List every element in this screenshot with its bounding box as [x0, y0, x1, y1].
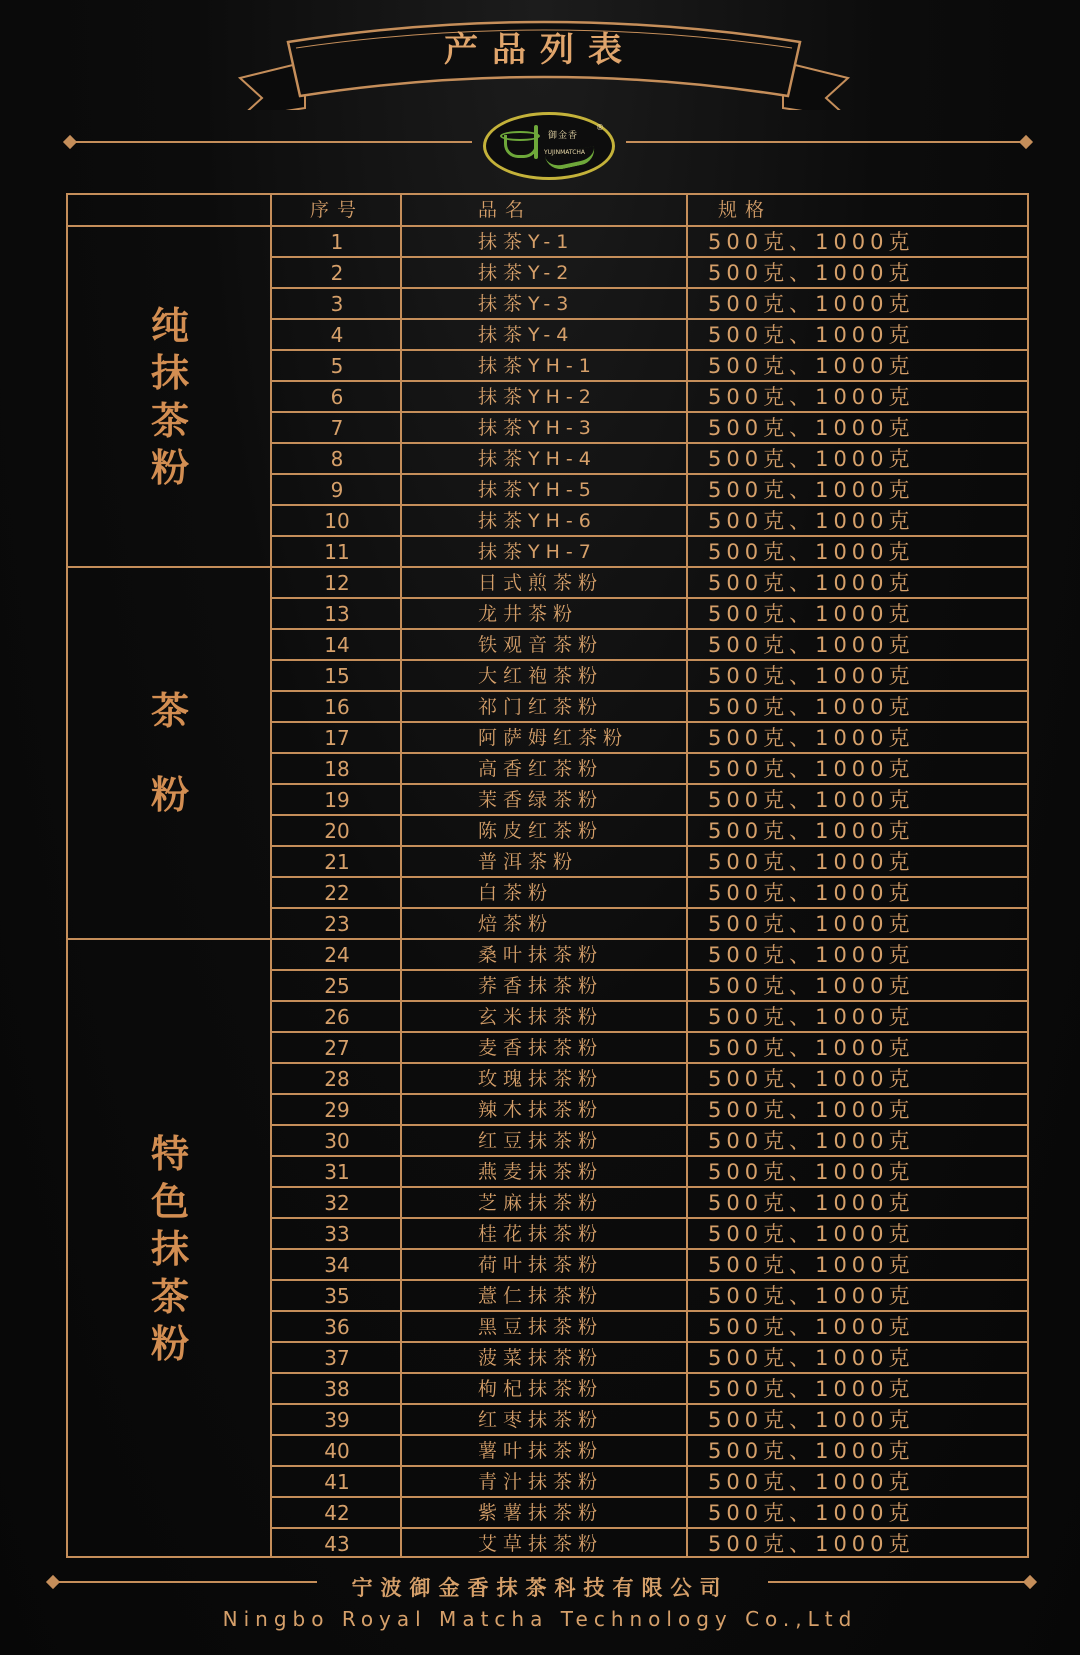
row-number: 26 [324, 1005, 350, 1029]
row-number: 3 [330, 292, 344, 316]
product-spec: 500克、1000克 [708, 509, 915, 533]
row-number: 23 [324, 912, 350, 936]
row-number: 34 [324, 1253, 350, 1277]
product-name: 薏仁抹茶粉 [478, 1285, 604, 1307]
product-spec: 500克、1000克 [708, 416, 915, 440]
row-number: 2 [330, 261, 344, 285]
product-spec: 500克、1000克 [708, 292, 915, 316]
row-number: 4 [330, 323, 344, 347]
product-spec: 500克、1000克 [708, 1005, 915, 1029]
product-spec: 500克、1000克 [708, 1377, 915, 1401]
row-number: 27 [324, 1036, 350, 1060]
product-name: 铁观音茶粉 [478, 634, 604, 656]
row-number: 16 [324, 695, 350, 719]
product-name: 芝麻抹茶粉 [478, 1192, 604, 1214]
row-number: 39 [324, 1408, 350, 1432]
row-number: 21 [324, 850, 350, 874]
row-number: 35 [324, 1284, 350, 1308]
product-name: 抹茶YH-6 [478, 510, 597, 532]
product-spec: 500克、1000克 [708, 1439, 915, 1463]
product-name: 黑豆抹茶粉 [478, 1316, 604, 1338]
row-number: 25 [324, 974, 350, 998]
product-spec: 500克、1000克 [708, 943, 915, 967]
category-label: 纯抹茶粉 [151, 303, 190, 490]
product-spec: 500克、1000克 [708, 354, 915, 378]
product-spec: 500克、1000克 [708, 478, 915, 502]
product-spec: 500克、1000克 [708, 1160, 915, 1184]
product-name: 荞香抹茶粉 [478, 975, 604, 997]
product-name: 玄米抹茶粉 [478, 1006, 604, 1028]
row-number: 30 [324, 1129, 350, 1153]
product-spec: 500克、1000克 [708, 1098, 915, 1122]
row-number: 19 [324, 788, 350, 812]
row-number: 41 [324, 1470, 350, 1494]
row-number: 28 [324, 1067, 350, 1091]
row-number: 29 [324, 1098, 350, 1122]
row-number: 38 [324, 1377, 350, 1401]
product-spec: 500克、1000克 [708, 323, 915, 347]
product-name: 抹茶YH-5 [478, 479, 597, 501]
row-number: 31 [324, 1160, 350, 1184]
row-number: 42 [324, 1501, 350, 1525]
product-name: 抹茶Y-3 [478, 293, 575, 315]
product-spec: 500克、1000克 [708, 881, 915, 905]
product-name: 祁门红茶粉 [478, 696, 604, 718]
product-name: 龙井茶粉 [478, 603, 579, 625]
product-spec: 500克、1000克 [708, 602, 915, 626]
product-name: 抹茶YH-1 [478, 355, 597, 377]
header-no: 序号 [309, 199, 364, 221]
row-number: 22 [324, 881, 350, 905]
product-spec: 500克、1000克 [708, 633, 915, 657]
product-spec: 500克、1000克 [708, 385, 915, 409]
product-name: 桑叶抹茶粉 [478, 944, 604, 966]
product-spec: 500克、1000克 [708, 850, 915, 874]
logo-en-text: YUJINMATCHA [544, 149, 586, 156]
product-spec: 500克、1000克 [708, 1284, 915, 1308]
row-number: 1 [330, 230, 344, 254]
product-spec: 500克、1000克 [708, 1067, 915, 1091]
product-name: 辣木抹茶粉 [478, 1099, 604, 1121]
row-number: 14 [324, 633, 350, 657]
tea-bowl-icon [504, 135, 538, 158]
product-name: 抹茶Y-4 [478, 324, 575, 346]
product-name: 荷叶抹茶粉 [478, 1254, 604, 1276]
product-spec: 500克、1000克 [708, 540, 915, 564]
top-divider-right [626, 141, 1026, 143]
product-name: 桂花抹茶粉 [478, 1223, 604, 1245]
product-name: 青汁抹茶粉 [478, 1471, 604, 1493]
row-number: 7 [330, 416, 344, 440]
product-spec: 500克、1000克 [708, 1222, 915, 1246]
brand-logo [483, 112, 615, 180]
row-number: 20 [324, 819, 350, 843]
header-spec: 规格 [718, 199, 773, 221]
product-name: 抹茶YH-2 [478, 386, 597, 408]
product-spec: 500克、1000克 [708, 974, 915, 998]
row-number: 36 [324, 1315, 350, 1339]
product-spec: 500克、1000克 [708, 1408, 915, 1432]
banner-title: 产品列表 [444, 30, 636, 70]
row-number: 8 [330, 447, 344, 471]
product-spec: 500克、1000克 [708, 726, 915, 750]
product-spec: 500克、1000克 [708, 1470, 915, 1494]
product-name: 普洱茶粉 [478, 851, 579, 873]
row-number: 33 [324, 1222, 350, 1246]
product-name: 抹茶YH-4 [478, 448, 597, 470]
category-label: 茶粉 [151, 689, 190, 817]
row-number: 6 [330, 385, 344, 409]
product-name: 枸杞抹茶粉 [478, 1378, 604, 1400]
product-name: 麦香抹茶粉 [478, 1037, 604, 1059]
row-number: 10 [324, 509, 350, 533]
product-spec: 500克、1000克 [708, 1532, 915, 1556]
product-name: 菠菜抹茶粉 [478, 1347, 604, 1369]
product-spec: 500克、1000克 [708, 1253, 915, 1277]
product-name: 抹茶YH-7 [478, 541, 597, 563]
product-spec: 500克、1000克 [708, 447, 915, 471]
product-name: 紫薯抹茶粉 [478, 1502, 604, 1524]
product-name: 大红袍茶粉 [478, 665, 604, 687]
product-spec: 500克、1000克 [708, 912, 915, 936]
product-spec: 500克、1000克 [708, 1129, 915, 1153]
row-number: 5 [330, 354, 344, 378]
product-name: 阿萨姆红茶粉 [478, 727, 629, 749]
company-name-cn: 宁波御金香抹茶科技有限公司 [351, 1576, 729, 1600]
product-spec: 500克、1000克 [708, 1191, 915, 1215]
product-name: 薯叶抹茶粉 [478, 1440, 604, 1462]
product-name: 玫瑰抹茶粉 [478, 1068, 604, 1090]
product-name: 焙茶粉 [478, 913, 554, 935]
product-name: 白茶粉 [478, 882, 554, 904]
product-spec: 500克、1000克 [708, 1346, 915, 1370]
product-name: 抹茶Y-2 [478, 262, 575, 284]
product-name: 抹茶Y-1 [478, 231, 575, 253]
row-number: 18 [324, 757, 350, 781]
product-name: 高香红茶粉 [478, 758, 604, 780]
top-divider-left [72, 141, 472, 143]
row-number: 37 [324, 1346, 350, 1370]
product-name: 日式煎茶粉 [478, 572, 604, 594]
header-name: 品名 [478, 199, 533, 221]
registered-mark: ® [596, 123, 604, 132]
product-spec: 500克、1000克 [708, 819, 915, 843]
product-table [66, 193, 1029, 1558]
row-number: 40 [324, 1439, 350, 1463]
product-spec: 500克、1000克 [708, 261, 915, 285]
product-spec: 500克、1000克 [708, 1315, 915, 1339]
product-spec: 500克、1000克 [708, 1501, 915, 1525]
whisk-icon [534, 125, 538, 159]
logo-cn-text: 御金香 [548, 131, 579, 141]
row-number: 17 [324, 726, 350, 750]
row-number: 12 [324, 571, 350, 595]
product-spec: 500克、1000克 [708, 664, 915, 688]
row-number: 24 [324, 943, 350, 967]
product-spec: 500克、1000克 [708, 571, 915, 595]
product-spec: 500克、1000克 [708, 788, 915, 812]
row-number: 11 [324, 540, 350, 564]
product-spec: 500克、1000克 [708, 695, 915, 719]
row-number: 13 [324, 602, 350, 626]
product-name: 抹茶YH-3 [478, 417, 597, 439]
category-label: 特色抹茶粉 [151, 1132, 190, 1367]
row-number: 32 [324, 1191, 350, 1215]
product-name: 艾草抹茶粉 [478, 1533, 604, 1555]
row-number: 9 [330, 478, 344, 502]
row-number: 43 [324, 1532, 350, 1556]
product-spec: 500克、1000克 [708, 757, 915, 781]
product-name: 红豆抹茶粉 [478, 1130, 604, 1152]
product-spec: 500克、1000克 [708, 230, 915, 254]
row-number: 15 [324, 664, 350, 688]
company-name-en: Ningbo Royal Matcha Technology Co.,Ltd [222, 1607, 858, 1631]
divider-diamond-right [1019, 135, 1033, 149]
product-spec: 500克、1000克 [708, 1036, 915, 1060]
product-name: 茉香绿茶粉 [478, 789, 604, 811]
product-name: 红枣抹茶粉 [478, 1409, 604, 1431]
product-name: 燕麦抹茶粉 [478, 1161, 604, 1183]
product-name: 陈皮红茶粉 [478, 820, 604, 842]
